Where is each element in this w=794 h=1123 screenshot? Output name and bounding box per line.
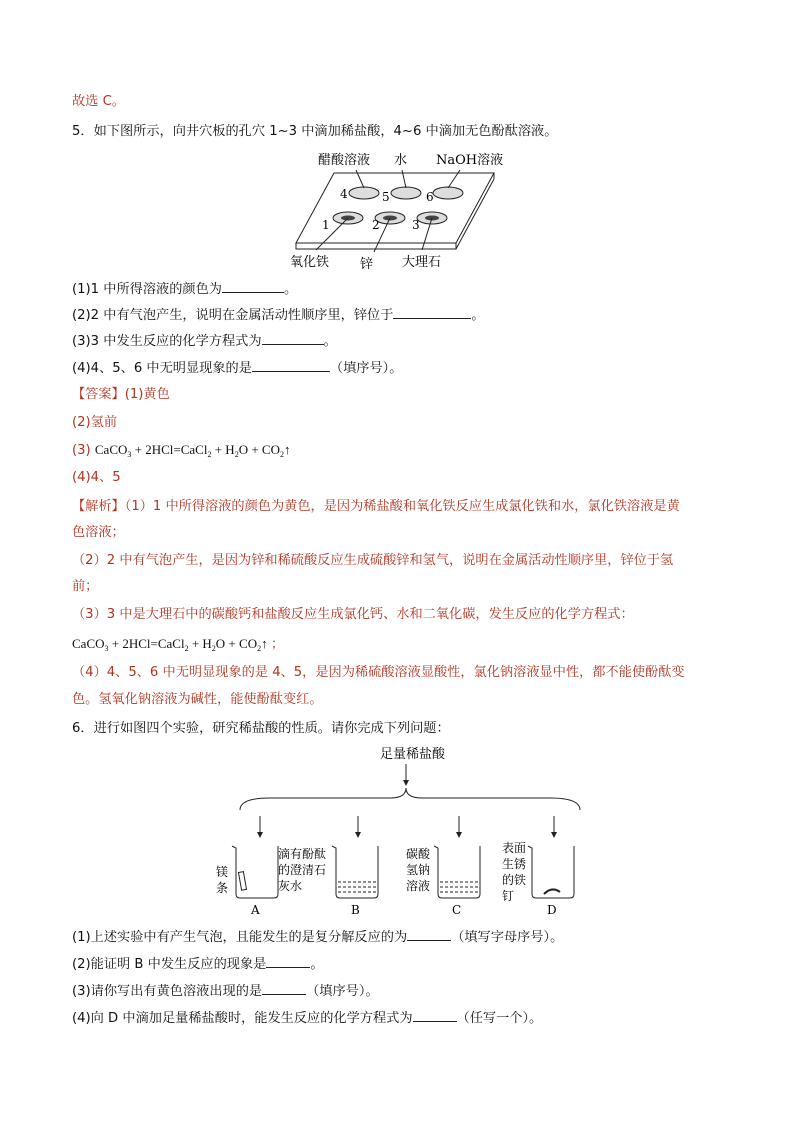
side-a-1: 镁 [216, 865, 229, 879]
answer-blank[interactable] [413, 1007, 457, 1022]
label-b: B [351, 903, 360, 917]
side-b-2: 的澄清石 [278, 863, 327, 877]
side-b-3: 灰水 [278, 879, 303, 893]
answer-blank[interactable] [262, 330, 324, 345]
q5-explain-2a: （2）2 中有气泡产生，是因为锌和稀硫酸反应生成硫酸锌和氢气，说明在金属活动性顺序里，锌位于氢 [72, 553, 674, 568]
answer-blank[interactable] [262, 980, 306, 995]
answer-blank[interactable] [393, 304, 471, 319]
q6-part4: (4)向 D 中滴加足量稀盐酸时，能发生反应的化学方程式为 （任写一个）。 [72, 1007, 542, 1029]
q5-answer-1: 【答案】(1)黄色 [72, 387, 170, 402]
num-6: 6 [426, 190, 434, 204]
label-d: D [547, 903, 557, 917]
label-acetic: 醋酸溶液 [318, 153, 371, 168]
q5-explain-2b: 前； [72, 579, 99, 594]
well-plate-figure [276, 148, 516, 270]
label-a: A [251, 903, 260, 917]
label-c: C [452, 903, 462, 917]
side-d-2: 生锈 [502, 857, 527, 871]
num-5: 5 [382, 190, 390, 204]
q5-answer-4: (4)4、5 [72, 470, 121, 485]
q5-explain-1b: 色溶液； [72, 525, 125, 540]
q5-explain-1a: 【解析】（1）1 中所得溶液的颜色为黄色，是因为稀盐酸和氧化铁反应生成氯化铁和水，氯化铁溶液是黄 [72, 499, 680, 514]
label-naoh: NaOH溶液 [436, 153, 504, 168]
q5-explain-3-eq: CaCO$_3$ + 2HCl=CaCl$_2$ + $H_2O$ + $CO_2↑$ ； [72, 636, 285, 653]
q5-part1: (1)1 中所得溶液的颜色为 。 [72, 278, 297, 300]
label-marble: 大理石 [402, 255, 442, 270]
side-a-2: 条 [216, 881, 229, 895]
answer-blank[interactable] [252, 357, 330, 372]
q5-part2: (2)2 中有气泡产生，说明在金属活动性顺序里，锌位于 。 [72, 304, 485, 326]
q5-answer-3: (3) CaCO$_3$ + 2HCl=CaCl$_2$ + $H_2O$ + $CO_2↑$ [72, 442, 291, 459]
prev-answer: 故选 C。 [72, 94, 125, 109]
q6-stem: 6．进行如图四个实验，研究稀盐酸的性质。请你完成下列问题： [72, 721, 450, 736]
q5-explain-4a: （4）4、5、6 中无明显现象的是 4、5，是因为稀硫酸溶液显酸性，氯化钠溶液显中性，都不能使酚酞变 [72, 665, 685, 680]
answer-blank[interactable] [222, 278, 284, 293]
q6-part1: (1)上述实验中有产生气泡，且能发生的是复分解反应的为 （填写字母序号）。 [72, 926, 563, 948]
side-b-1: 滴有酚酞 [278, 847, 327, 861]
q6-part2: (2)能证明 B 中发生反应的现象是 。 [72, 953, 324, 975]
side-c-1: 碳酸 [406, 847, 431, 861]
answer-blank[interactable] [407, 926, 451, 941]
label-water: 水 [394, 153, 408, 168]
beaker-experiment-figure [210, 744, 590, 922]
q5-part4: (4)4、5、6 中无明显现象的是 （填序号）。 [72, 357, 402, 379]
answer-blank[interactable] [266, 953, 310, 968]
q5-part3: (3)3 中发生反应的化学方程式为 。 [72, 330, 337, 352]
q5-explain-4b: 色。氢氧化钠溶液为碱性，能使酚酞变红。 [72, 692, 323, 707]
q5-answer-2: (2)氢前 [72, 415, 118, 430]
num-2: 2 [372, 218, 380, 232]
num-1: 1 [322, 218, 330, 232]
label-zinc: 锌 [360, 257, 374, 270]
chem-equation: CaCO$_3$ + 2HCl=CaCl$_2$ + $H_2O$ + $CO_2↑$ [72, 636, 268, 653]
side-d-1: 表面 [502, 841, 527, 855]
q5-explain-3a: （3）3 中是大理石中的碳酸钙和盐酸反应生成氯化钙、水和二氧化碳，发生反应的化学方程式： [72, 607, 634, 622]
side-c-2: 氢钠 [406, 863, 431, 877]
side-d-4: 钉 [502, 889, 515, 903]
q6-part3: (3)请你写出有黄色溶液出现的是 （填序号）。 [72, 980, 379, 1002]
q5-stem: 5．如下图所示，向井穴板的孔穴 1~3 中滴加稀盐酸，4~6 中滴加无色酚酞溶液。 [72, 124, 558, 139]
chem-equation: CaCO$_3$ + 2HCl=CaCl$_2$ + $H_2O$ + $CO_2↑$ [94, 442, 291, 459]
num-4: 4 [340, 187, 348, 201]
label-fe2o3: 氧化铁 [290, 255, 330, 270]
side-c-3: 溶液 [406, 879, 431, 893]
side-d-3: 的铁 [502, 873, 527, 887]
num-3: 3 [412, 218, 420, 232]
fig-title: 足量稀盐酸 [380, 747, 446, 762]
